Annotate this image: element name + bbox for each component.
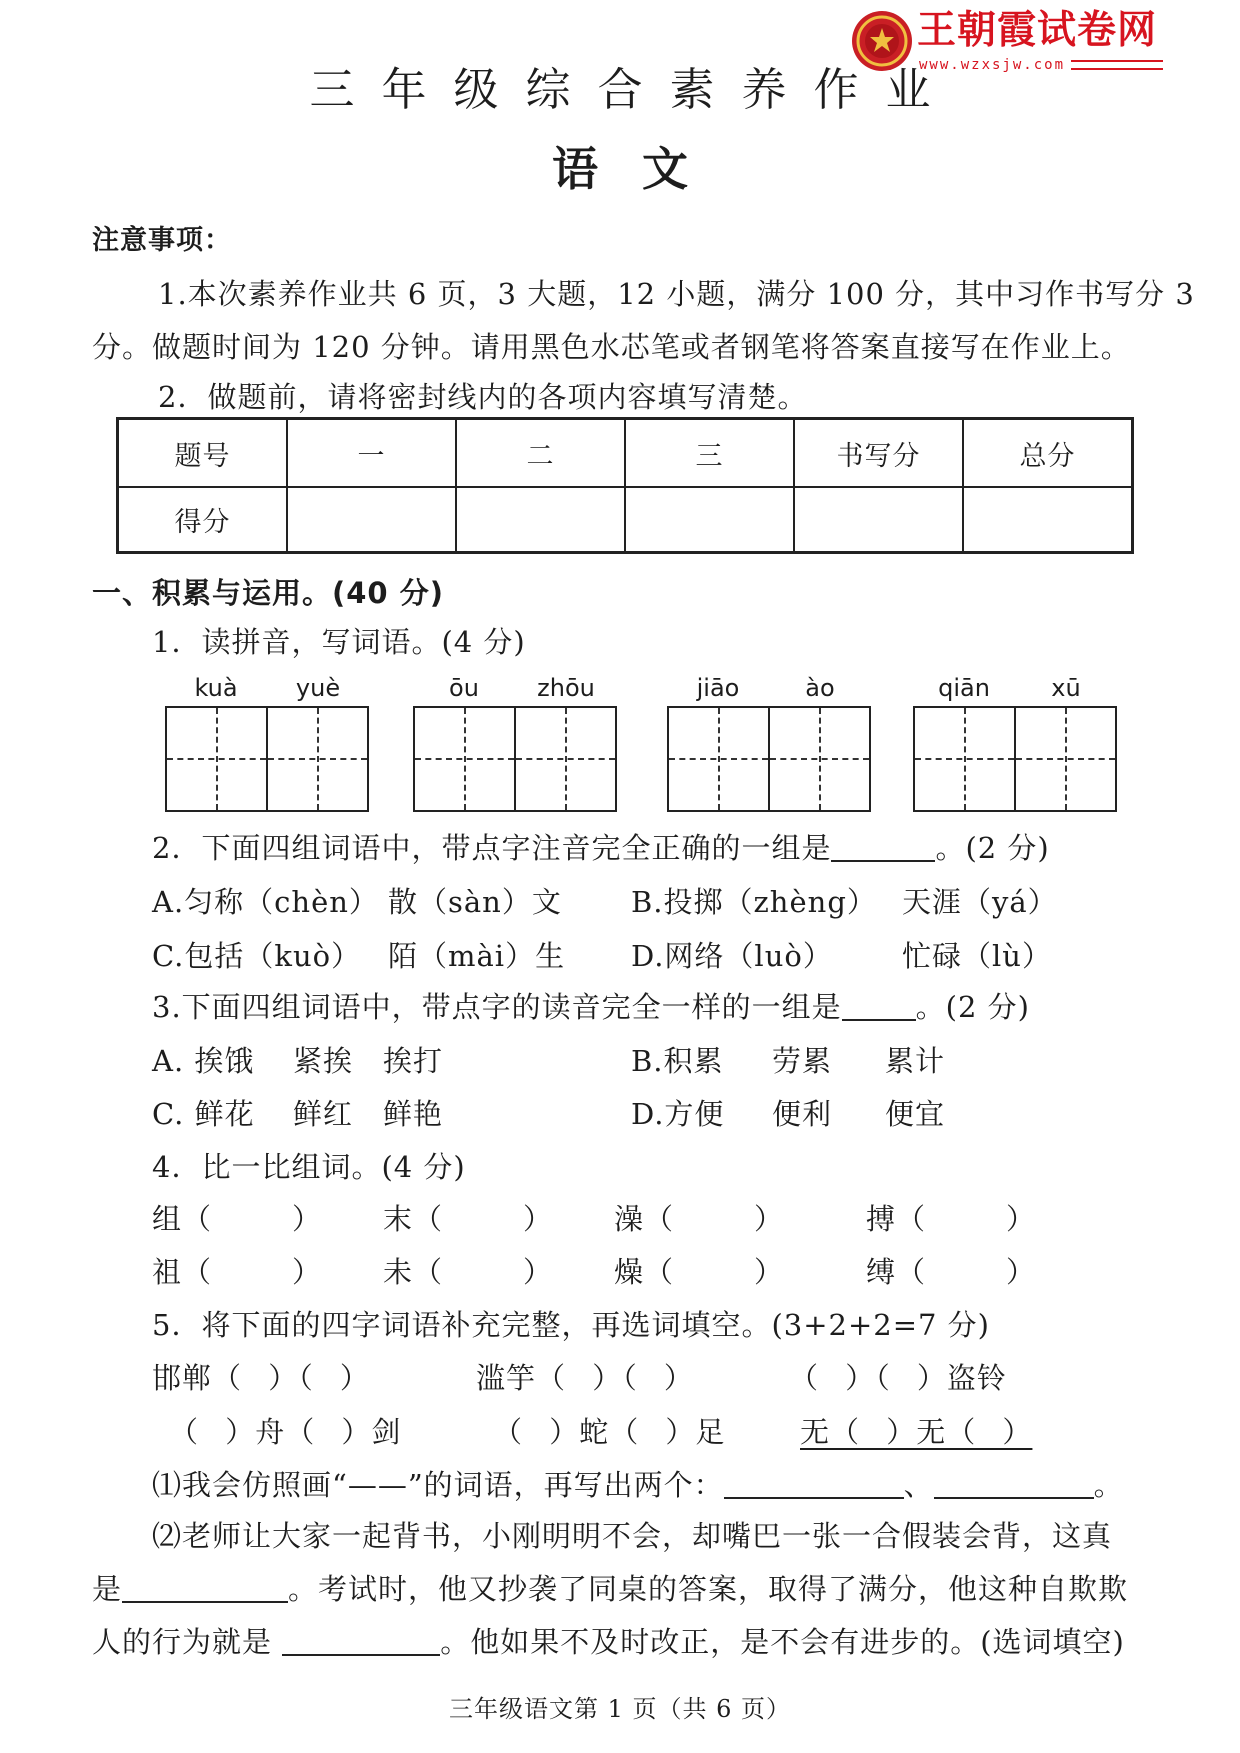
logo-url: www.wzxsjw.com: [919, 57, 1066, 73]
writing-grid: [913, 706, 1117, 812]
q2-option-a-word-2: 散（sàn）文: [388, 885, 562, 919]
writing-cell[interactable]: [266, 708, 367, 810]
score-header-cell: 一: [287, 419, 456, 488]
pinyin-label: ào: [805, 674, 835, 702]
q2-option-d-word-2: 忙碌（lù）: [902, 939, 1052, 973]
q3-option-word: 挨打: [383, 1044, 444, 1078]
writing-grid: [667, 706, 871, 812]
paren-close: ）: [523, 1202, 554, 1236]
section-1-heading: 一、积累与运用。(40 分): [92, 576, 444, 610]
q2-suffix: 。(2 分): [935, 831, 1050, 865]
score-header-cell: 书写分: [794, 419, 963, 488]
q2-answer-blank[interactable]: [831, 836, 935, 862]
pinyin-grid-group: [667, 670, 871, 812]
q4-prompt: 4．比一比组词。(4 分): [152, 1150, 466, 1184]
score-cell[interactable]: [963, 487, 1133, 553]
q3-prompt: 3.下面四组词语中，带点字的读音完全一样的一组是: [152, 990, 842, 1024]
paren-open: （: [413, 1202, 444, 1236]
q4-item: [152, 1246, 322, 1299]
q4-item: [614, 1193, 784, 1246]
q5-part-2-line-2: [92, 1563, 1128, 1616]
q3-option-word: A. 挨饿: [152, 1044, 255, 1078]
q4-char: 未: [383, 1255, 414, 1289]
q1-prompt: 1．读拼音，写词语。(4 分): [152, 625, 526, 659]
q4-char: 组: [152, 1202, 183, 1236]
q5-part-1-blank[interactable]: [934, 1473, 1094, 1499]
q2-options-row: [0, 930, 1240, 983]
pinyin-row: [667, 670, 871, 706]
q2-option-c-word-1: C.包括（kuò）: [152, 939, 362, 973]
pinyin-label: xū: [1051, 674, 1081, 702]
notice-item-2: 2．做题前，请将密封线内的各项内容填写清楚。: [158, 380, 808, 414]
q5-part-1-text: ⑴我会仿照画“——”的词语，再写出两个：: [152, 1468, 724, 1502]
q4-char: 祖: [152, 1255, 183, 1289]
writing-cell[interactable]: [167, 708, 266, 810]
q3-option-word: 劳累: [772, 1044, 833, 1078]
writing-grid: [413, 706, 617, 812]
paren-open: （: [644, 1202, 675, 1236]
q3-option-word: 鲜红: [293, 1097, 354, 1131]
score-cell[interactable]: [287, 487, 456, 553]
q3-options-row: [0, 1088, 1240, 1141]
paren-open: （: [182, 1255, 213, 1289]
writing-cell[interactable]: [514, 708, 615, 810]
q5-idiom[interactable]: 滥竽（ ）（ ）: [476, 1361, 694, 1395]
q3-option-word: 紧挨: [293, 1044, 354, 1078]
q4-char: 澡: [614, 1202, 645, 1236]
q5-part-2-text: 。他如果不及时改正，是不会有进步的。(选词填空): [440, 1625, 1125, 1659]
notice-heading: 注意事项：: [92, 225, 232, 256]
pinyin-label: jiāo: [696, 674, 740, 702]
paren-close: ）: [523, 1255, 554, 1289]
logo-name: 王朝霞试卷网: [917, 8, 1158, 53]
q2-options-row: [0, 876, 1240, 929]
subject-title: 语文: [552, 142, 732, 196]
q5-prompt: 5．将下面的四字词语补充完整，再选词填空。(3+2+2=7 分): [152, 1308, 990, 1342]
q3-option-word: C. 鲜花: [152, 1097, 255, 1131]
writing-cell[interactable]: [768, 708, 869, 810]
score-table: [116, 417, 1134, 554]
q2-prompt-line: [152, 822, 1050, 875]
paren-close: ）: [292, 1202, 323, 1236]
pinyin-grid-group: [165, 670, 369, 812]
notice-item-1-line-2: 分。做题时间为 120 分钟。请用黑色水芯笔或者钢笔将答案直接写在作业上。: [92, 330, 1131, 364]
pinyin-label: kuà: [194, 674, 238, 702]
q5-idiom[interactable]: （ ）舟（ ）剑: [169, 1415, 402, 1449]
pinyin-label: ōu: [449, 674, 479, 702]
score-header-cell: 题号: [118, 419, 288, 488]
paren-close: ）: [754, 1255, 785, 1289]
q2-option-b-word-1: B.投掷（zhèng）: [631, 885, 877, 919]
score-cell[interactable]: [794, 487, 963, 553]
writing-cell[interactable]: [1014, 708, 1115, 810]
q5-part-2-text: 人的行为就是: [92, 1625, 283, 1659]
writing-grid: [165, 706, 369, 812]
q2-option-c-word-2: 陌（mài）生: [388, 939, 566, 973]
pinyin-row: [165, 670, 369, 706]
q4-row: [0, 1246, 1240, 1299]
q5-part-2-blank[interactable]: [122, 1577, 288, 1603]
q3-option-word: 便宜: [885, 1097, 946, 1131]
q5-idiom-row: [0, 1352, 1240, 1405]
paren-open: （: [896, 1255, 927, 1289]
q5-idiom-row: [0, 1406, 1240, 1459]
q3-answer-blank[interactable]: [842, 995, 916, 1021]
score-header-cell: 二: [456, 419, 625, 488]
score-header-cell: 三: [625, 419, 794, 488]
q5-part-2-line-3: [92, 1616, 1125, 1669]
score-table-header-row: [118, 419, 1133, 488]
q3-option-word: 累计: [885, 1044, 946, 1078]
q4-char: 燥: [614, 1255, 645, 1289]
q5-idiom[interactable]: 邯郸（ ）（ ）: [152, 1361, 370, 1395]
q3-option-word: 便利: [772, 1097, 833, 1131]
q4-row: [0, 1193, 1240, 1246]
writing-cell[interactable]: [669, 708, 768, 810]
paren-open: （: [896, 1202, 927, 1236]
pinyin-grid-group: [913, 670, 1117, 812]
q5-part-1-blank[interactable]: [724, 1473, 904, 1499]
q5-part-1: [152, 1459, 1124, 1512]
q3-options-row: [0, 1035, 1240, 1088]
paren-close: ）: [292, 1255, 323, 1289]
q3-suffix: 。(2 分): [915, 990, 1030, 1024]
q5-part-2-blank[interactable]: [282, 1630, 440, 1656]
q4-item: [383, 1246, 553, 1299]
score-cell[interactable]: [625, 487, 794, 553]
q2-option-a-word-1: A.匀称（chèn）: [152, 885, 379, 919]
q3-option-word: 鲜艳: [383, 1097, 444, 1131]
pinyin-row: [413, 670, 617, 706]
q4-char: 末: [383, 1202, 414, 1236]
score-table-score-row: [118, 487, 1133, 553]
paren-close: ）: [754, 1202, 785, 1236]
paren-close: ）: [1006, 1255, 1037, 1289]
q5-part-2-line-1: ⑵老师让大家一起背书，小刚明明不会，却嘴巴一张一合假装会背，这真: [152, 1519, 1113, 1553]
score-cell[interactable]: [456, 487, 625, 553]
q4-item: [152, 1193, 322, 1246]
q3-option-word: B.积累: [631, 1044, 724, 1078]
q5-idiom-underlined[interactable]: 无（ ）无（ ）: [800, 1415, 1033, 1449]
q4-item: [866, 1193, 1036, 1246]
paren-open: （: [182, 1202, 213, 1236]
paren-close: ）: [1006, 1202, 1037, 1236]
q2-option-d-word-1: D.网络（luò）: [631, 939, 833, 973]
q4-char: 缚: [866, 1255, 897, 1289]
pinyin-label: yuè: [295, 674, 341, 702]
pinyin-row: [913, 670, 1117, 706]
paren-open: （: [413, 1255, 444, 1289]
pinyin-grid-group: [413, 670, 617, 812]
paren-open: （: [644, 1255, 675, 1289]
pinyin-label: zhōu: [537, 674, 595, 702]
q4-item: [866, 1246, 1036, 1299]
notice-item-1-line-1: 1.本次素养作业共 6 页，3 大题，12 小题，满分 100 分，其中习作书写分 3: [158, 277, 1195, 311]
q3-prompt-line: [152, 981, 1030, 1034]
writing-cell[interactable]: [415, 708, 514, 810]
score-row-label: 得分: [118, 487, 288, 553]
q5-part-2-text: 。考试时，他又抄袭了同桌的答案，取得了满分，他这种自欺欺: [288, 1572, 1129, 1606]
q5-idiom[interactable]: （ ）蛇（ ）足: [493, 1415, 726, 1449]
q5-idiom[interactable]: （ ）（ ）盗铃: [789, 1361, 1007, 1395]
q4-item: [614, 1246, 784, 1299]
q4-char: 搏: [866, 1202, 897, 1236]
score-header-cell: 总分: [963, 419, 1133, 488]
q5-part-1-end: 。: [1093, 1468, 1124, 1502]
page-footer: 三年级语文第 1 页（共 6 页）: [448, 1695, 792, 1723]
q5-part-1-separator: 、: [903, 1468, 934, 1502]
q4-item: [383, 1193, 553, 1246]
page-title: 三年级综合素养作业: [309, 63, 958, 116]
pinyin-label: qiān: [938, 674, 990, 702]
q2-prompt: 2．下面四组词语中，带点字注音完全正确的一组是: [152, 831, 832, 865]
q5-part-2-text: 是: [92, 1572, 123, 1606]
writing-cell[interactable]: [915, 708, 1014, 810]
q3-option-word: D.方便: [631, 1097, 725, 1131]
q2-option-b-word-2: 天涯（yá）: [902, 885, 1058, 919]
